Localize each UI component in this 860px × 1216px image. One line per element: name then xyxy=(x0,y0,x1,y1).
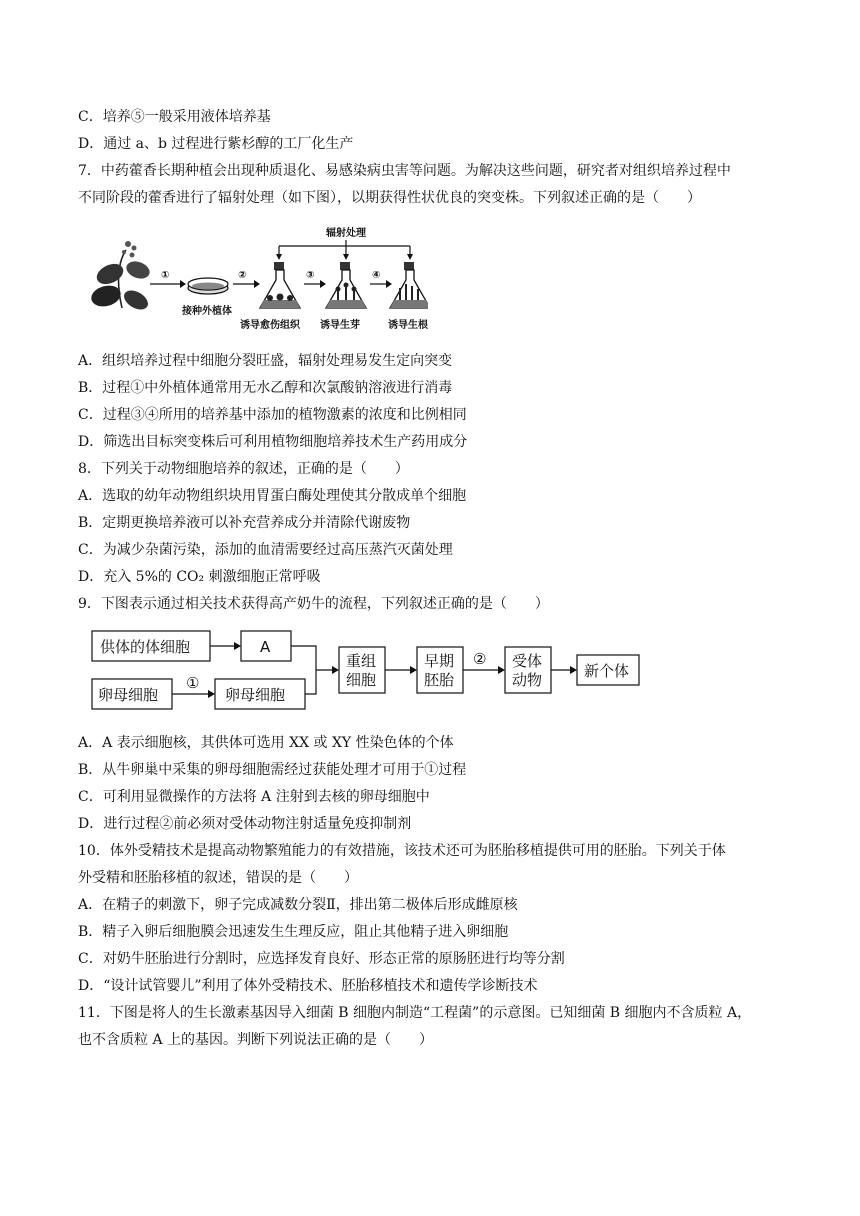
option-a-q7: A．组织培养过程中细胞分裂旺盛，辐射处理易发生定向突变 xyxy=(78,353,453,369)
oocyte2-text: 卵母细胞 xyxy=(225,686,286,704)
option-d-q9: D．进行过程②前必须对受体动物注射适量免疫抑制剂 xyxy=(78,816,412,832)
option-a-q9: A．A 表示细胞核，其供体可选用 XX 或 XY 性染色体的个体 xyxy=(78,735,454,751)
option-c-q10: C．对奶牛胚胎进行分割时，应选择发育良好、形态正常的原肠胚进行均等分割 xyxy=(78,951,565,967)
recipient-text-1: 受体 xyxy=(512,652,543,670)
step-1-label: ① xyxy=(161,270,170,281)
flask-root-icon xyxy=(390,262,428,308)
step-2-label: ② xyxy=(238,270,247,281)
new-individual-text: 新个体 xyxy=(584,662,630,680)
oocyte-text: 卵母细胞 xyxy=(98,686,159,704)
option-c-q8: C．为减少杂菌污染，添加的血清需要经过高压蒸汽灭菌处理 xyxy=(78,542,453,558)
option-b-q8: B．定期更换培养液可以补充营养成分并清除代谢废物 xyxy=(78,515,411,531)
option-c-q7: C．过程③④所用的培养基中添加的植物激素的浓度和比例相同 xyxy=(78,407,467,423)
question-7-line2: 不同阶段的藿香进行了辐射处理（如下图），以期获得性状优良的突变株。下列叙述正确的是（ ） xyxy=(78,190,701,206)
question-10-line2: 外受精和胚胎移植的叙述，错误的是（ ） xyxy=(78,870,358,886)
question-8: 8．下列关于动物细胞培养的叙述，正确的是（ ） xyxy=(78,461,409,477)
question-9: 9．下图表示通过相关技术获得高产奶牛的流程，下列叙述正确的是（ ） xyxy=(78,596,549,612)
petri-dish-icon xyxy=(188,278,228,294)
recipient-text-2: 动物 xyxy=(512,671,543,689)
option-c-q6: C．培养⑤一般采用液体培养基 xyxy=(78,109,271,125)
cloning-flow-diagram xyxy=(88,627,648,715)
plant-icon xyxy=(89,241,152,313)
recombinant-text-2: 细胞 xyxy=(346,671,377,689)
label-inoculate: 接种外植体 xyxy=(182,306,232,317)
option-b-q7: B．过程①中外植体通常用无水乙醇和次氯酸钠溶液进行消毒 xyxy=(78,380,453,396)
step-3-label: ③ xyxy=(306,270,315,281)
donor-cell-text: 供体的体细胞 xyxy=(100,638,191,656)
radiation-label: 辐射处理 xyxy=(326,228,366,239)
step-4-label: ④ xyxy=(372,270,381,281)
flask-shoot-icon xyxy=(326,262,366,308)
step-1-text: ① xyxy=(186,674,200,692)
option-d-q6: D．通过 a、b 过程进行紫杉醇的工厂化生产 xyxy=(78,136,354,152)
early-text-2: 胚胎 xyxy=(424,671,455,689)
early-text-1: 早期 xyxy=(424,652,455,670)
label-callus: 诱导愈伤组织 xyxy=(240,320,300,331)
option-d-q7: D．筛选出目标突变株后可利用植物细胞培养技术生产药用成分 xyxy=(78,434,468,450)
option-d-q8: D．充入 5%的 CO₂ 刺激细胞正常呼吸 xyxy=(78,569,321,585)
tissue-culture-figure xyxy=(88,222,428,340)
option-a-q10: A．在精子的刺激下，卵子完成减数分裂Ⅱ，排出第二极体后形成雌原核 xyxy=(78,897,518,913)
option-c-q9: C．可利用显微操作的方法将 A 注射到去核的卵母细胞中 xyxy=(78,789,430,805)
question-11-line2: 也不含质粒 A 上的基因。判断下列说法正确的是（ ） xyxy=(78,1032,434,1048)
label-shoot: 诱导生芽 xyxy=(320,320,360,331)
a-text: A xyxy=(260,638,271,656)
option-a-q8: A．选取的幼年动物组织块用胃蛋白酶处理使其分散成单个细胞 xyxy=(78,488,467,504)
recombinant-text-1: 重组 xyxy=(346,652,377,670)
question-10-line1: 10．体外受精技术是提高动物繁殖能力的有效措施，该技术还可为胚胎移植提供可用的胚胎。下列关于体 xyxy=(78,843,726,859)
question-11-line1: 11．下图是将人的生长激素基因导入细菌 B 细胞内制造“工程菌”的示意图。已知细菌 B 细胞内不含质粒 A， xyxy=(78,1005,752,1021)
option-b-q10: B．精子入卵后细胞膜会迅速发生生理反应，阻止其他精子进入卵细胞 xyxy=(78,924,509,940)
question-7-line1: 7．中药藿香长期种植会出现种质退化、易感染病虫害等问题。为解决这些问题，研究者对组织培养过程中 xyxy=(78,163,731,179)
option-b-q9: B．从牛卵巢中采集的卵母细胞需经过获能处理才可用于①过程 xyxy=(78,762,467,778)
step-2-text: ② xyxy=(473,650,487,668)
label-root: 诱导生根 xyxy=(388,320,428,331)
option-d-q10: D．“设计试管婴儿”利用了体外受精技术、胚胎移植技术和遗传学诊断技术 xyxy=(78,978,538,994)
flask-callus-icon xyxy=(260,262,300,308)
